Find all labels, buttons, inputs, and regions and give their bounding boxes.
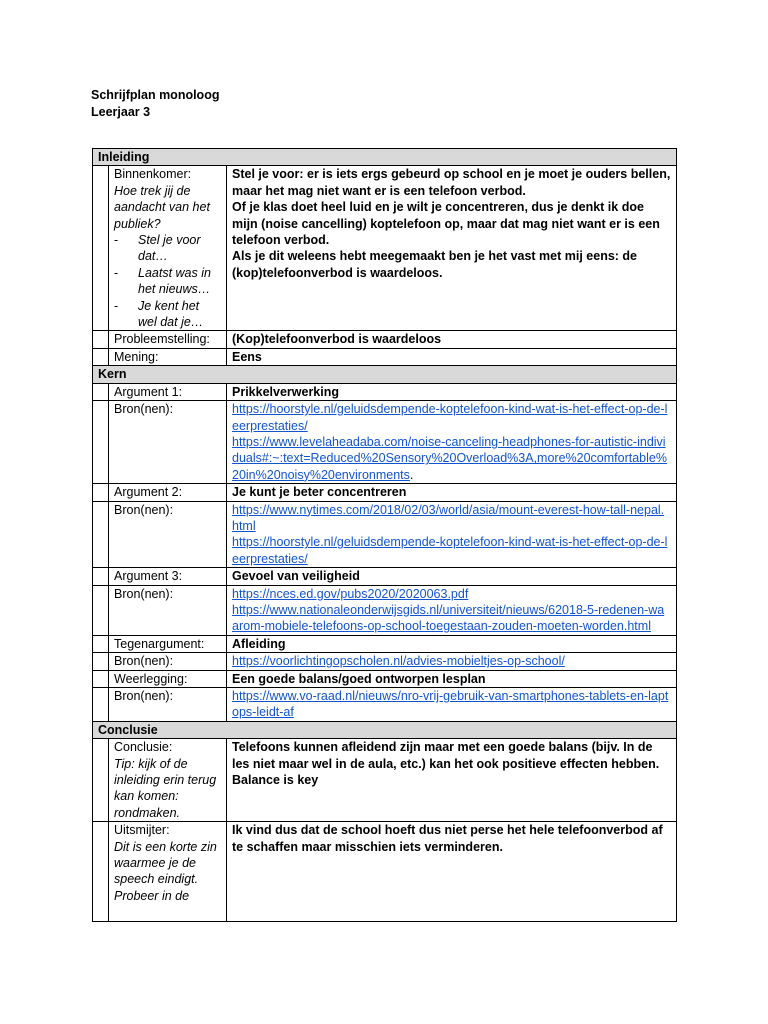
source-link[interactable]: https://hoorstyle.nl/geluidsdempende-koptelefoon-kind-wat-is-het-effect-op-de-leerprestaties/ (232, 535, 668, 566)
row-value: Gevoel van veiligheid (227, 568, 677, 585)
paragraph: Stel je voor: er is iets ergs gebeurd op school en je moet je ouders bellen, maar het mag niet want er is een telefoon verbod. (232, 167, 671, 198)
title-line-2: Leerjaar 3 (91, 105, 151, 119)
section-title: Inleiding (93, 149, 677, 166)
hint-bullet: - Stel je voor dat… (114, 233, 201, 264)
sources-cell (227, 653, 677, 670)
row-label: Tegenargument: (109, 635, 227, 652)
table-row-bronnen-4 (93, 653, 677, 670)
hint-text: Tip: kijk of de inleiding erin terug kan komen: rondmaken. (114, 756, 217, 820)
sources-cell (227, 401, 677, 484)
table-row-mening (93, 348, 677, 365)
row-label: Uitsmijter: (114, 823, 170, 838)
table-row-argument-2 (93, 484, 677, 501)
title-line-1: Schrijfplan monoloog (91, 88, 220, 102)
writing-plan-table (92, 148, 677, 922)
row-label: Probleemstelling: (109, 331, 227, 348)
row-value: Een goede balans/goed ontworpen lesplan (227, 670, 677, 687)
section-title: Kern (93, 366, 677, 383)
hint-bullet: - Je kent het wel dat je… (114, 298, 204, 330)
table-row-conclusie (93, 739, 677, 822)
row-value: (Kop)telefoonverbod is waardeloos (227, 331, 677, 348)
row-label: Bron(nen): (109, 401, 227, 484)
table-row-tegenargument (93, 635, 677, 652)
binnenkomer-value-cell (227, 166, 677, 331)
table-row-argument-3 (93, 568, 677, 585)
source-link[interactable]: https://www.nationaleonderwijsgids.nl/universiteit/nieuws/62018-5-redenen-waarom-mobiele-telefoons-op-school-toegestaan-zouden-moeten-worden.html (232, 602, 665, 634)
binnenkomer-label-cell (109, 166, 227, 331)
row-value: Prikkelverwerking (227, 383, 677, 400)
row-value: Telefoons kunnen afleidend zijn maar met een goede balans (bijv. In de les niet maar wel in de aula, etc.) kan het ook positieve effecten hebben. Balance is key (227, 739, 677, 822)
source-link[interactable]: https://hoorstyle.nl/geluidsdempende-koptelefoon-kind-wat-is-het-effect-op-de-leerprestaties/ (232, 402, 668, 433)
table-row-bronnen-3 (93, 585, 677, 635)
table-row-binnenkomer (93, 166, 677, 331)
section-header-inleiding (93, 149, 677, 166)
table-row-bronnen-2 (93, 501, 677, 568)
sources-cell (227, 501, 677, 568)
table-row-argument-1 (93, 383, 677, 400)
table-row-bronnen-5 (93, 688, 677, 722)
row-label: Argument 1: (109, 383, 227, 400)
hint-text: Hoe trek jij de aandacht van het publiek? (114, 183, 210, 231)
row-label: Bron(nen): (109, 653, 227, 670)
row-value: Ik vind dus dat de school hoeft dus niet perse het hele telefoonverbod af te schaffen maar misschien iets verminderen. (227, 822, 677, 922)
row-label: Bron(nen): (109, 688, 227, 722)
section-header-kern (93, 366, 677, 383)
row-label: Bron(nen): (109, 501, 227, 568)
hint-text: Dit is een korte zin waarmee je de speech eindigt. Probeer in de (114, 839, 217, 903)
conclusie-label-cell (109, 739, 227, 822)
table-row-weerlegging (93, 670, 677, 687)
row-value: Afleiding (227, 635, 677, 652)
section-header-conclusie (93, 721, 677, 738)
source-link[interactable]: https://voorlichtingopscholen.nl/advies-mobieltjes-op-school/ (232, 654, 565, 669)
source-link[interactable]: https://www.vo-raad.nl/nieuws/nro-vrij-gebruik-van-smartphones-tablets-en-laptops-leidt-af (232, 689, 669, 720)
row-label: Binnenkomer: (114, 167, 192, 182)
row-label: Argument 2: (109, 484, 227, 501)
table-row-uitsmijter (93, 822, 677, 922)
paragraph: Als je dit weleens hebt meegemaakt ben je het vast met mij eens: de (kop)telefoonverbod is waardeloos. (232, 249, 638, 280)
source-link[interactable]: https://www.nytimes.com/2018/02/03/world/asia/mount-everest-how-tall-nepal.html (232, 502, 665, 533)
row-value: Je kunt je beter concentreren (227, 484, 677, 501)
row-value: Eens (227, 348, 677, 365)
link-suffix: . (409, 467, 414, 482)
row-label: Weerlegging: (109, 670, 227, 687)
uitsmijter-label-cell (109, 822, 227, 922)
table-row-bronnen-1 (93, 401, 677, 484)
sources-cell (227, 688, 677, 722)
row-label: Mening: (109, 348, 227, 365)
sources-cell (227, 585, 677, 635)
document-title (91, 87, 219, 121)
hint-bullet: - Laatst was in het nieuws… (114, 265, 211, 297)
section-title: Conclusie (93, 721, 677, 738)
table-row-probleemstelling (93, 331, 677, 348)
source-link[interactable]: https://nces.ed.gov/pubs2020/2020063.pdf (232, 586, 469, 601)
row-label: Argument 3: (109, 568, 227, 585)
source-link[interactable]: https://www.levelaheadaba.com/noise-canceling-headphones-for-autistic-individuals#:~:text=Reduced%20Sensory%20Overload%3A,more%20comfortable%20in%20noisy%20environments (232, 434, 667, 482)
row-label: Bron(nen): (109, 585, 227, 635)
paragraph: Of je klas doet heel luid en je wilt je concentreren, dus je denkt ik doe mijn (noise cancelling) koptelefoon op, maar dat mag niet want er is een telefoon verbod. (232, 200, 660, 248)
row-label: Conclusie: (114, 740, 173, 755)
